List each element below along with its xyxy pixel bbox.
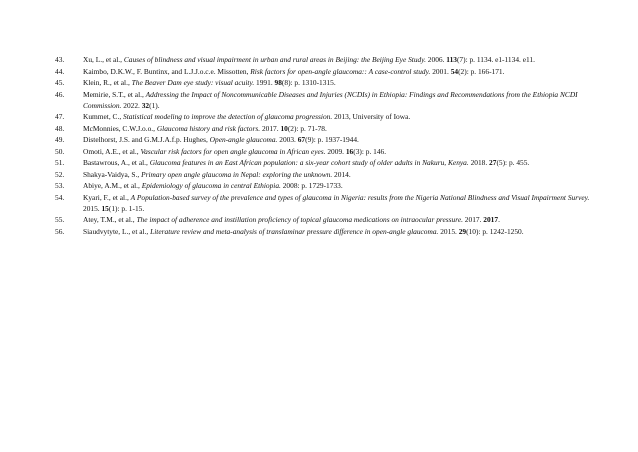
reference-entry	[0, 54, 638, 65]
reference-text: Shakya-Vaidya, S.,	[83, 169, 142, 179]
reference-text: Atey, T.M., et al.,	[83, 215, 137, 224]
reference-text: 2015.	[83, 203, 102, 213]
reference-text: Kummet, C.,	[83, 112, 124, 121]
reference-text: 2003.	[277, 135, 298, 144]
reference-entry	[0, 123, 638, 134]
reference-text: Siaudvytyte, L., et al.,	[83, 226, 151, 236]
reference-entry	[0, 66, 638, 77]
reference-text: Kaimbo, D.K.W., F. Buntinx, and L.J.J.o.c.e. Missotten,	[83, 66, 251, 76]
reference-number: 45.	[55, 78, 65, 87]
reference-text: .	[498, 215, 500, 224]
reference-entry	[0, 134, 638, 145]
reference-text: (3): p. 146.	[353, 146, 387, 156]
reference-number: 43.	[55, 55, 65, 64]
reference-text: 2013, University of Iowa.	[332, 112, 411, 121]
reference-text: 1991.	[254, 78, 275, 87]
reference-volume: 98	[274, 78, 282, 87]
reference-text: Kyari, F., et al.,	[83, 192, 131, 202]
reference-text: 2001.	[430, 66, 451, 76]
reference-text: 2014.	[332, 169, 351, 179]
reference-volume: 10	[280, 123, 288, 133]
reference-volume: 54	[450, 66, 459, 76]
reference-entry	[0, 226, 638, 237]
reference-volume: 27	[489, 158, 497, 167]
reference-number: 55.	[55, 215, 65, 224]
reference-number: 56.	[55, 226, 65, 236]
reference-entry	[0, 89, 638, 111]
reference-text: (2): p. 166-171.	[458, 66, 505, 76]
reference-text: (2): p. 71-78.	[287, 123, 327, 133]
reference-number: 52.	[55, 169, 65, 179]
reference-title: Addressing the Impact of Noncommunicable Diseases and Injuries (NCDIs) in Ethiopia: Findings and Recommendations from the Ethiopia NCDI Commission.	[83, 89, 578, 110]
reference-title: Statistical modeling to improve the detection of glaucoma progression.	[123, 112, 333, 121]
reference-text: Omoti, A.E., et al.,	[83, 146, 141, 156]
reference-number: 54.	[55, 192, 65, 202]
reference-text: 2009.	[325, 146, 346, 156]
reference-text: 2017.	[260, 123, 281, 133]
reference-text: Xu, L., et al.,	[83, 55, 124, 64]
reference-text: (8): p. 1310-1315.	[281, 78, 336, 87]
reference-text: Bastawrous, A., et al.,	[83, 158, 150, 167]
reference-text: 2018.	[468, 158, 490, 167]
reference-text: (1): p. 1-15.	[108, 203, 145, 213]
reference-title: Glaucoma history and risk factors.	[156, 123, 261, 133]
reference-title: Open-angle glaucoma.	[209, 135, 278, 144]
reference-entry	[0, 111, 638, 122]
reference-entry	[0, 146, 638, 157]
reference-number: 50.	[55, 146, 65, 156]
reference-text: 2017.	[462, 215, 484, 224]
reference-number: 49.	[55, 135, 65, 144]
reference-text: 2022.	[121, 100, 142, 110]
reference-text: Distelhorst, J.S. and G.M.J.A.f.p. Hughes,	[83, 135, 210, 144]
reference-text: McMonnies, C.W.J.o.o.,	[83, 123, 157, 133]
reference-number: 44.	[55, 66, 65, 76]
reference-entry	[0, 77, 638, 88]
reference-title: Epidemiology of glaucoma in central Ethiopia.	[141, 181, 281, 190]
reference-number: 51.	[55, 158, 65, 167]
reference-volume: 16	[345, 146, 354, 156]
reference-title: The impact of adherence and instillation proficiency of topical glaucoma medications on intraocular pressure.	[136, 215, 463, 224]
reference-entry	[0, 180, 638, 191]
reference-text: Abiye, A.M., et al.,	[83, 181, 142, 190]
reference-text: (1).	[149, 100, 160, 110]
reference-volume: 67	[297, 135, 306, 144]
reference-number: 53.	[55, 181, 65, 190]
reference-title: Risk factors for open-angle glaucoma:: A case-control study.	[250, 66, 431, 76]
reference-entry	[0, 192, 638, 214]
reference-volume: 15	[101, 203, 109, 213]
reference-text: (7): p. 1134. e1-1134. e11.	[456, 55, 535, 64]
reference-title: The Beaver Dam eye study: visual acuity.	[131, 78, 255, 87]
reference-volume: 113	[446, 55, 457, 64]
reference-list	[0, 54, 638, 237]
reference-text: Memirie, S.T., et al.,	[83, 89, 146, 99]
reference-volume: 29	[458, 226, 467, 236]
reference-title: Primary open angle glaucoma in Nepal: exploring the unknown.	[141, 169, 333, 179]
reference-text: Klein, R., et al.,	[83, 78, 132, 87]
reference-number: 47.	[55, 112, 65, 121]
reference-text: (9): p. 1937-1944.	[305, 135, 359, 144]
reference-text: (10): p. 1242-1250.	[466, 226, 524, 236]
reference-entry	[0, 157, 638, 168]
reference-text: (5): p. 455.	[496, 158, 530, 167]
reference-volume: 2017	[483, 215, 499, 224]
reference-volume: 32	[141, 100, 150, 110]
reference-number: 48.	[55, 123, 65, 133]
reference-entry	[0, 169, 638, 180]
reference-number: 46.	[55, 89, 65, 99]
reference-title: Literature review and meta-analysis of translaminar pressure difference in open-angle glaucoma.	[150, 226, 439, 236]
reference-title: Causes of blindness and visual impairment in urban and rural areas in Beijing: the Beijing Eye Study.	[123, 55, 426, 64]
reference-text: 2015.	[438, 226, 459, 236]
reference-title: Vascular risk factors for open angle glaucoma in African eyes.	[140, 146, 326, 156]
reference-title: A Population-based survey of the prevalence and types of glaucoma in Nigeria: results from the Nigeria National Blindness and Visual Impairment Survey.	[130, 192, 590, 202]
reference-title: Glaucoma features in an East African population: a six-year cohort study of older adults in Nakuru, Kenya.	[149, 158, 469, 167]
reference-text: 2006.	[425, 55, 447, 64]
reference-text: 2008: p. 1729-1733.	[280, 181, 343, 190]
reference-entry	[0, 214, 638, 225]
